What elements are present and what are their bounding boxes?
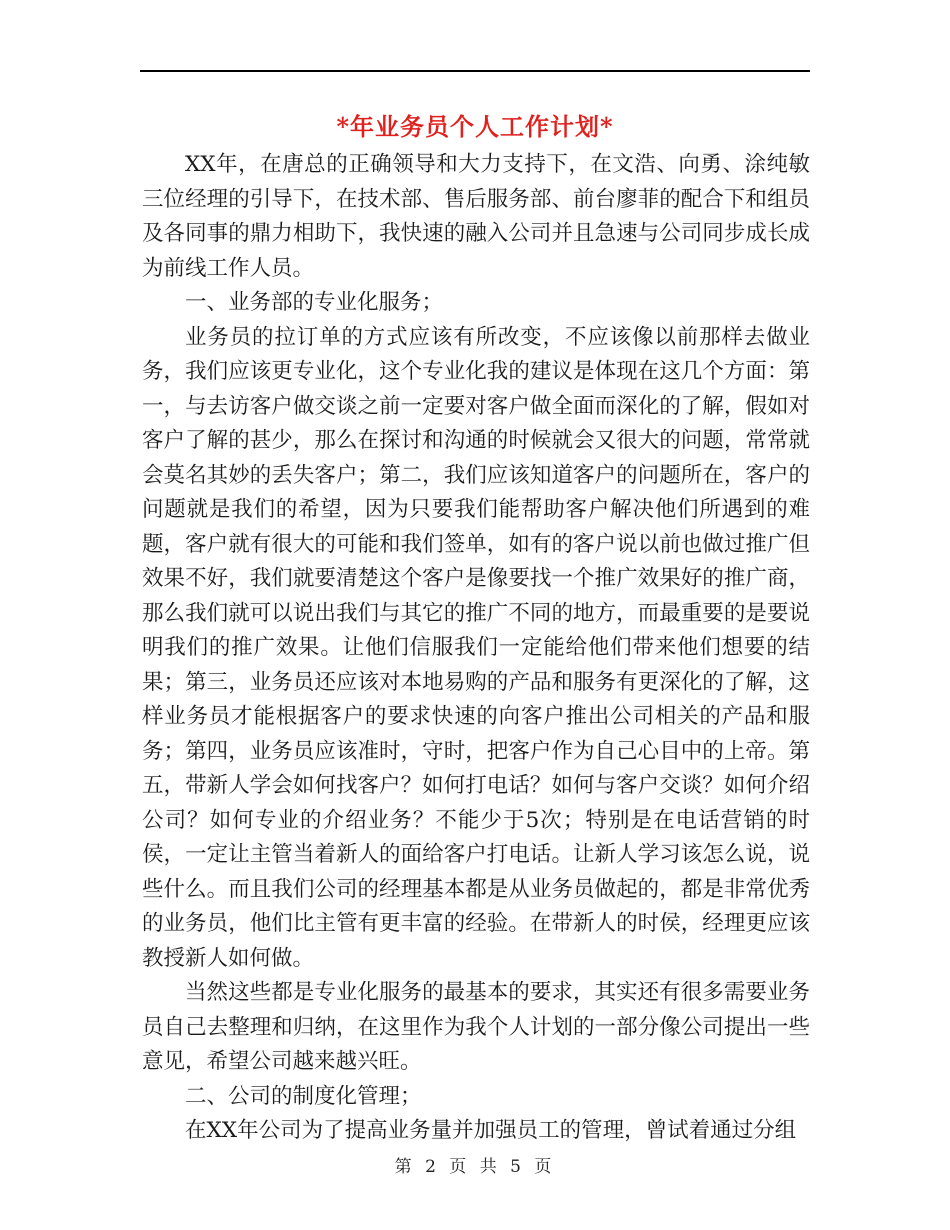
document-body xyxy=(142,148,810,1149)
header-rule xyxy=(140,70,810,72)
paragraph-professional-service: 业务员的拉订单的方式应该有所改变，不应该像以前那样去做业务，我们应该更专业化，这个专业化我的建议是体现在这几个方面：第一，与去访客户做交谈之前一定要对客户做全面而深化的了解，假如对客户了解的甚少，那么在探讨和沟通的时候就会又很大的问题，常常就会莫名其妙的丢失客户；第二，我们应该知道客户的问题所在，客户的问题就是我们的希望，因为只要我们能帮助客户解决他们所遇到的难题，客户就有很大的可能和我们签单，如有的客户说以前也做过推广但效果不好，我们就要清楚这个客户是像要找一个推广效果好的推广商，那么我们就可以说出我们与其它的推广不同的地方，而最重要的是要说明我们的推广效果。让他们信服我们一定能给他们带来他们想要的结果；第三，业务员还应该对本地易购的产品和服务有更深化的了解，这样业务员才能根据客户的要求快速的向客户推出公司相关的产品和服务；第四，业务员应该准时，守时，把客户作为自己心目中的上帝。第五，带新人学会如何找客户？如何打电话？如何与客户交谈？如何介绍公司？如何专业的介绍业务？不能少于5次；特别是在电话营销的时侯，一定让主管当着新人的面给客户打电话。让新人学习该怎么说，说些什么。而且我们公司的经理基本都是从业务员做起的，都是非常优秀的业务员，他们比主管有更丰富的经验。在带新人的时侯，经理更应该教授新人如何做。 xyxy=(142,324,810,971)
section-heading-2: 二、公司的制度化管理； xyxy=(185,1083,422,1109)
paragraph-intro: XX年，在唐总的正确领导和大力支持下，在文浩、向勇、涂纯敏三位经理的引导下，在技术部、售后服务部、前台廖菲的配合下和组员及各同事的鼎力相助下，我快速的融入公司并且急速与公司同步成长成为前线工作人员。 xyxy=(142,152,810,281)
section-heading-1: 一、业务部的专业化服务； xyxy=(185,290,444,315)
document-title: *年业务员个人工作计划* xyxy=(336,112,614,141)
paragraph-management: 在XX年公司为了提高业务量并加强员工的管理，曾试着通过分组 xyxy=(185,1118,797,1143)
paragraph-summary: 当然这些都是专业化服务的最基本的要求，其实还有很多需要业务员自己去整理和归纳，在这里作为我个人计划的一部分像公司提出一些意见，希望公司越来越兴旺。 xyxy=(142,980,810,1074)
page-number: 第 2 页 共 5 页 xyxy=(394,1157,556,1177)
